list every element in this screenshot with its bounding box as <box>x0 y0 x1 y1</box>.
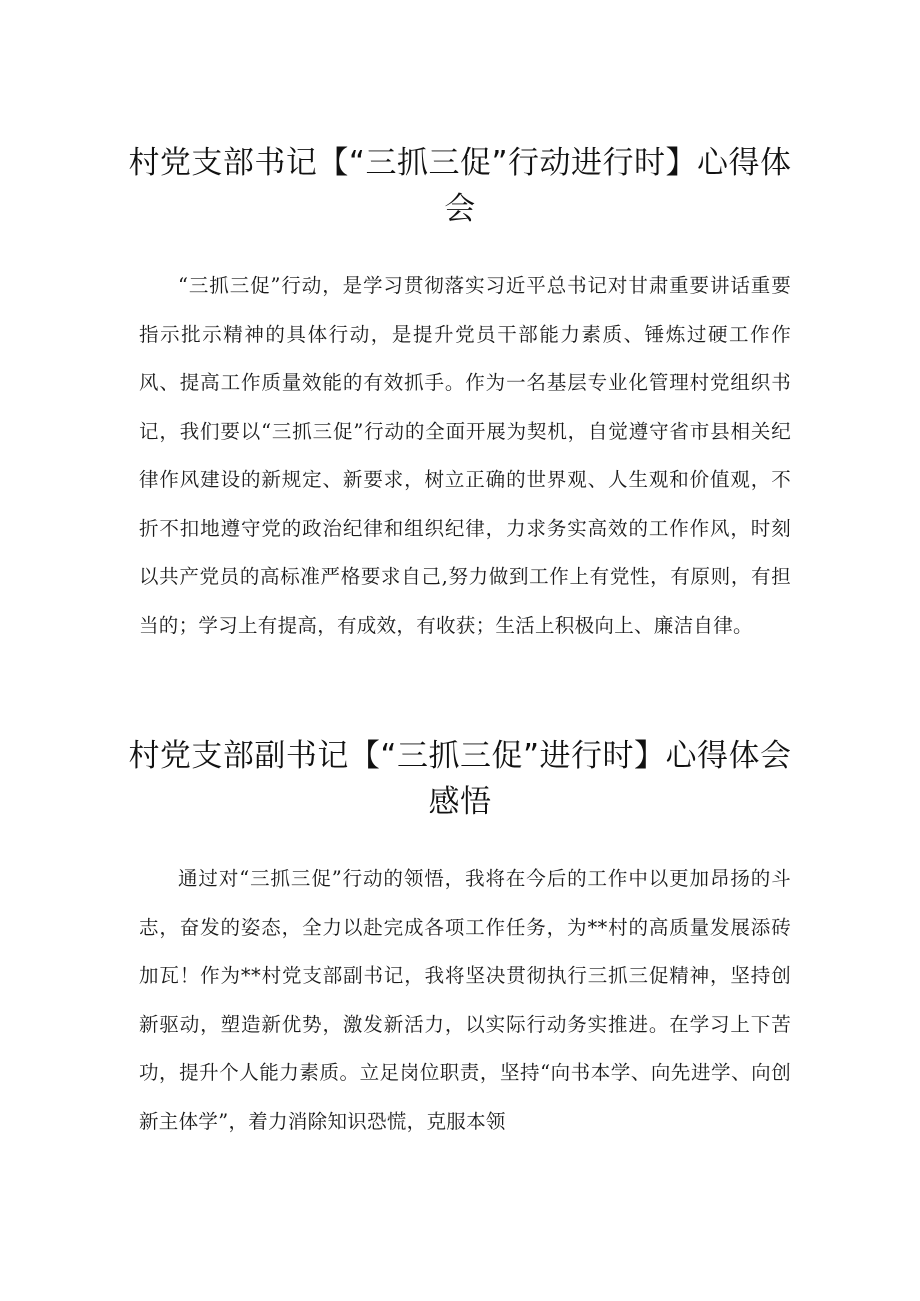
section-2-heading: 村党支部副书记【“三抓三促”进行时】心得体会感悟 <box>128 738 792 820</box>
section-1-paragraph: “三抓三促”行动，是学习贯彻落实习近平总书记对甘肃重要讲话重要指示批示精神的具体行动，是提升党员干部能力素质、锤炼过硬工作作风、提高工作质量效能的有效抓手。作为一名基层专业化管理村党组织书记，我们要以“三抓三促”行动的全面开展为契机，自觉遵守省市县相关纪律作风建设的新规定、新要求，树立正确的世界观、人生观和价值观，不折不扣地遵守党的政治纪律和组织纪律，力求务实高效的工作作风，时刻以共产党员的高标准严格要求自己,努力做到工作上有党性，有原则，有担当的；学习上有提高，有成效，有收获；生活上积极向上、廉洁自律。 <box>139 274 791 637</box>
section-1-heading: 村党支部书记【“三抓三促”行动进行时】心得体会 <box>128 145 792 227</box>
section-2-paragraph: 通过对“三抓三促”行动的领悟，我将在今后的工作中以更加昂扬的斗志，奋发的姿态，全力以赴完成各项工作任务，为**村的高质量发展添砖加瓦！作为**村党支部副书记，我将坚决贯彻执行三抓三促精神，坚持创新驱动，塑造新优势，激发新活力，以实际行动务实推进。在学习上下苦功，提升个人能力素质。立足岗位职责，坚持“向书本学、向先进学、向创新主体学”，着力消除知识恐慌，克服本领 <box>139 867 791 1133</box>
